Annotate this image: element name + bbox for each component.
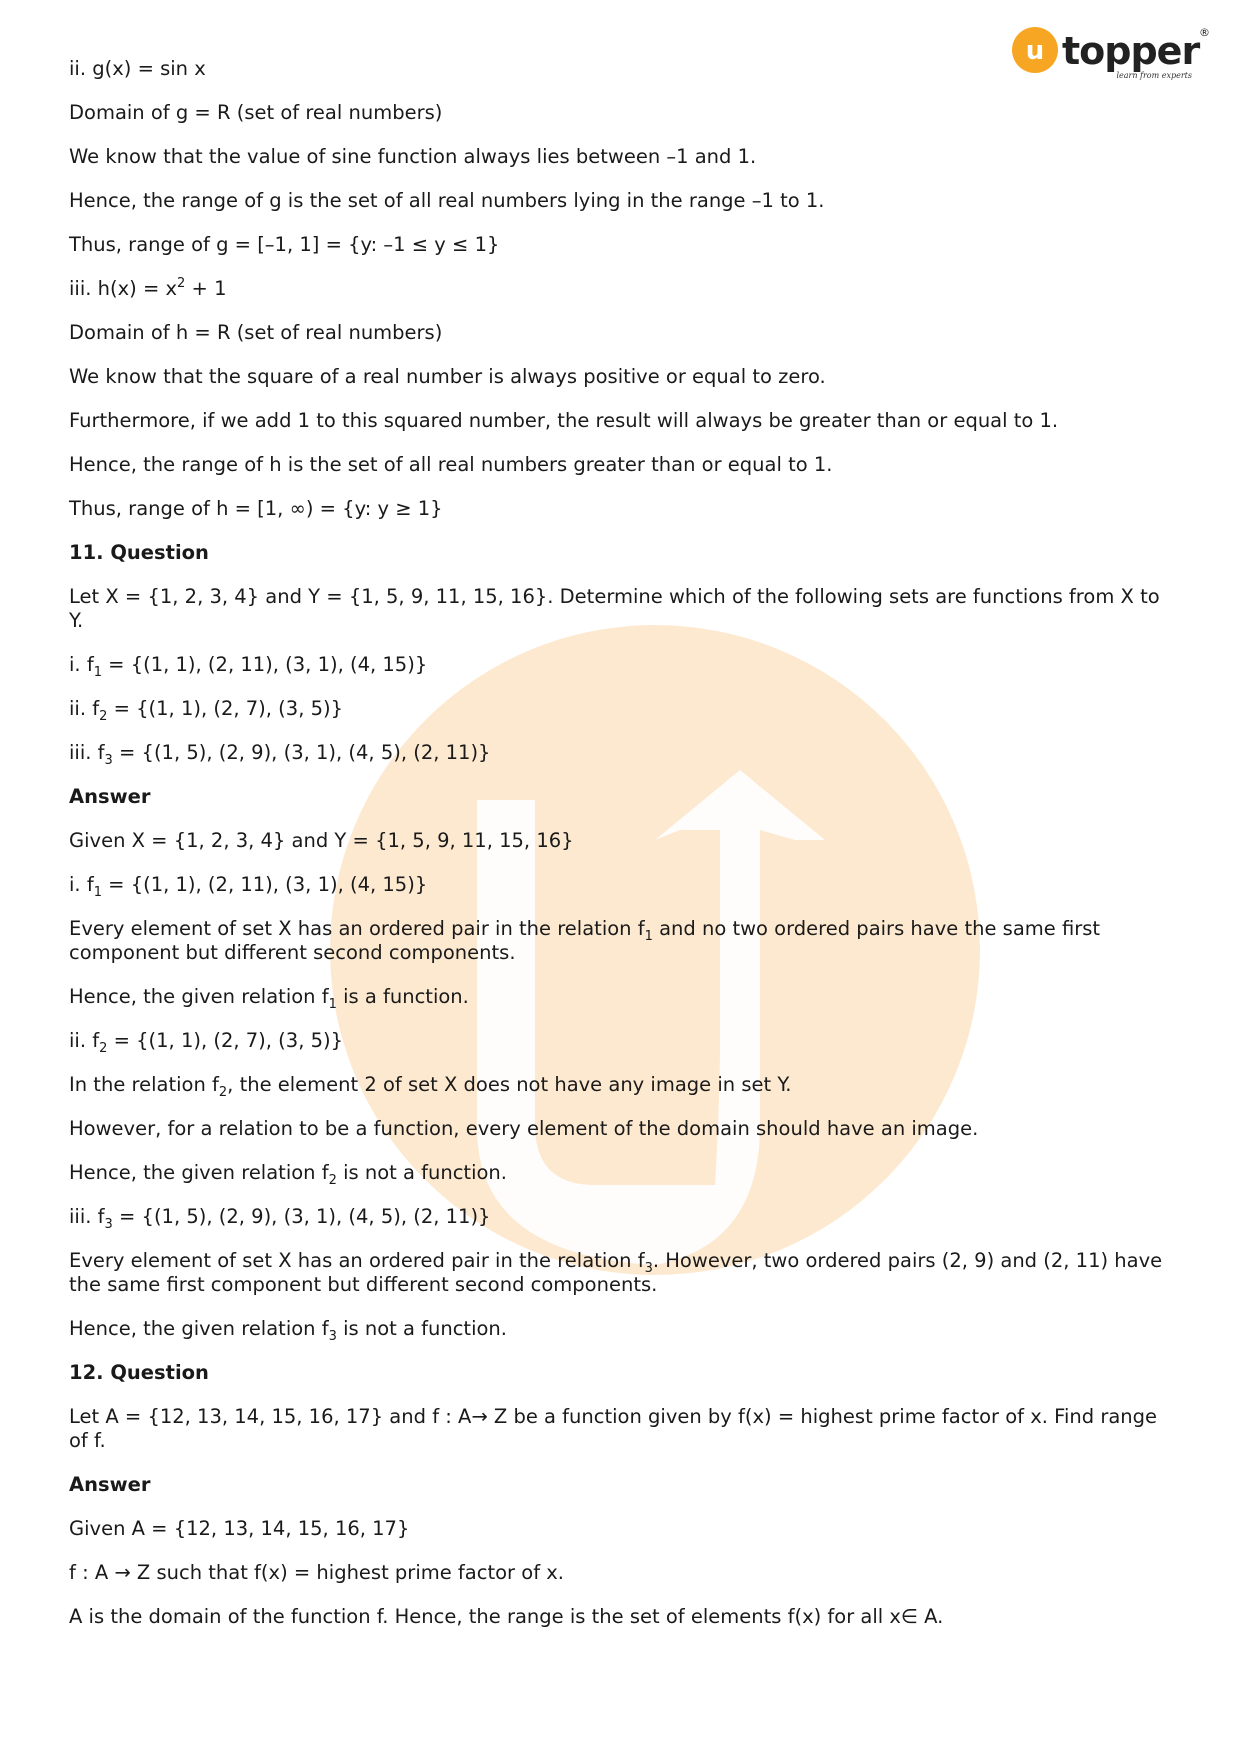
text-run: = {(1, 5), (2, 9), (3, 1), (4, 5), (2, 11)}	[112, 741, 491, 764]
subscript: 3	[104, 1217, 113, 1232]
text-line	[69, 585, 1179, 633]
text-run: Every element of set X has an ordered pair in the relation f	[69, 917, 645, 940]
text-line	[69, 145, 1179, 169]
subscript: 2	[218, 1085, 228, 1100]
text-run: i. f	[69, 873, 94, 896]
subscript: 2	[328, 1173, 337, 1188]
text-line	[69, 409, 1179, 433]
subscript: 1	[644, 929, 653, 944]
text-run: Hence, the given relation f	[69, 1317, 329, 1340]
text-run: Furthermore, if we add 1 to this squared number, the result will always be greater than or equal to 1.	[69, 409, 1059, 432]
text-run: = {(1, 5), (2, 9), (3, 1), (4, 5), (2, 11)}	[112, 1205, 491, 1228]
subscript: 2	[99, 709, 108, 724]
text-run: f : A → Z such that f(x) = highest prime factor of x.	[69, 1561, 564, 1584]
subscript: 1	[328, 997, 337, 1012]
subscript: 3	[104, 753, 113, 768]
text-run: A is the domain of the function f. Hence, the range is the set of elements f(x) for all x∈ A.	[69, 1605, 944, 1628]
text-run: Hence, the range of h is the set of all real numbers greater than or equal to 1.	[69, 453, 833, 476]
text-run: 12. Question	[69, 1361, 209, 1384]
text-run: In the relation f	[69, 1073, 219, 1096]
text-run: i. f	[69, 653, 94, 676]
text-line	[69, 1605, 1179, 1629]
section-heading	[69, 1361, 1179, 1385]
logo-tagline: learn from experts	[1116, 71, 1192, 80]
section-heading	[69, 1473, 1179, 1497]
text-line	[69, 1317, 1179, 1344]
text-run: Answer	[69, 1473, 151, 1496]
text-run: Every element of set X has an ordered pair in the relation f	[69, 1249, 645, 1272]
text-run: iii. f	[69, 1205, 105, 1228]
text-run: ii. f	[69, 1029, 100, 1052]
subscript: 1	[93, 665, 102, 680]
logo-brand: topper	[1062, 29, 1200, 73]
subscript: 2	[99, 1041, 108, 1056]
text-line	[69, 321, 1179, 345]
text-run: Given X = {1, 2, 3, 4} and Y = {1, 5, 9, 11, 15, 16}	[69, 829, 574, 852]
text-run: ii. g(x) = sin x	[69, 57, 206, 80]
text-line	[69, 1205, 1179, 1232]
text-run: Hence, the given relation f	[69, 1161, 329, 1184]
text-run: iii. h(x) = x	[69, 277, 178, 300]
text-run: Hence, the given relation f	[69, 985, 329, 1008]
text-line	[69, 653, 1179, 680]
text-line	[69, 873, 1179, 900]
section-heading	[69, 785, 1179, 809]
text-line	[69, 365, 1179, 389]
text-line	[69, 189, 1179, 213]
section-heading	[69, 541, 1179, 565]
text-run: is a function.	[336, 985, 469, 1008]
text-run: , the element 2 of set X does not have any image in set Y.	[227, 1073, 792, 1096]
subscript: 1	[93, 885, 102, 900]
text-run: ii. f	[69, 697, 100, 720]
text-run: Answer	[69, 785, 151, 808]
text-run: Thus, range of g = [–1, 1] = {y: –1 ≤ y ≤ 1}	[69, 233, 500, 256]
logo-registered: ®	[1199, 26, 1210, 39]
text-line	[69, 1029, 1179, 1056]
text-run: Let A = {12, 13, 14, 15, 16, 17} and f : A→ Z be a function given by f(x) = highest prime factor of x. Find range of f.	[69, 1405, 1158, 1452]
text-run: We know that the value of sine function always lies between –1 and 1.	[69, 145, 757, 168]
text-line	[69, 829, 1179, 853]
text-run: Let X = {1, 2, 3, 4} and Y = {1, 5, 9, 11, 15, 16}. Determine which of the following sets are functions from X to Y.	[69, 585, 1160, 632]
text-line	[69, 453, 1179, 477]
text-line	[69, 101, 1179, 125]
text-line	[69, 497, 1179, 521]
text-run: = {(1, 1), (2, 11), (3, 1), (4, 15)}	[101, 873, 428, 896]
text-line	[69, 233, 1179, 257]
text-line	[69, 1117, 1179, 1141]
text-line	[69, 1161, 1179, 1188]
text-line	[69, 277, 1179, 301]
text-run: Hence, the range of g is the set of all real numbers lying in the range –1 to 1.	[69, 189, 825, 212]
topper-logo	[1012, 24, 1212, 88]
text-line	[69, 917, 1179, 965]
text-line	[69, 1405, 1179, 1453]
text-run: is not a function.	[336, 1317, 507, 1340]
text-run: Given A = {12, 13, 14, 15, 16, 17}	[69, 1517, 410, 1540]
text-line	[69, 1249, 1179, 1297]
text-run: iii. f	[69, 741, 105, 764]
text-line	[69, 1517, 1179, 1541]
text-run: = {(1, 1), (2, 7), (3, 5)}	[107, 697, 344, 720]
text-run: We know that the square of a real number is always positive or equal to zero.	[69, 365, 826, 388]
text-run: Domain of g = R (set of real numbers)	[69, 101, 443, 124]
logo-mark: u	[1025, 36, 1045, 66]
topper-logo-graphic	[1012, 24, 1212, 88]
text-run: 11. Question	[69, 541, 209, 564]
text-run: and no two ordered pairs have the same first component but different second components.	[69, 917, 1101, 964]
text-run: is not a function.	[336, 1161, 507, 1184]
text-run: + 1	[185, 277, 227, 300]
text-run: Thus, range of h = [1, ∞) = {y: y ≥ 1}	[69, 497, 443, 520]
text-line	[69, 741, 1179, 768]
text-line	[69, 1073, 1179, 1100]
text-line	[69, 985, 1179, 1012]
text-run: . However, two ordered pairs (2, 9) and (2, 11) have the same first component but different second components.	[69, 1249, 1163, 1296]
document-body	[69, 57, 1179, 1649]
superscript: 2	[177, 276, 186, 291]
text-line	[69, 1561, 1179, 1585]
text-run: = {(1, 1), (2, 11), (3, 1), (4, 15)}	[101, 653, 428, 676]
text-run: However, for a relation to be a function, every element of the domain should have an image.	[69, 1117, 979, 1140]
text-run: = {(1, 1), (2, 7), (3, 5)}	[107, 1029, 344, 1052]
text-run: Domain of h = R (set of real numbers)	[69, 321, 443, 344]
text-line	[69, 697, 1179, 724]
subscript: 3	[644, 1261, 653, 1276]
subscript: 3	[328, 1329, 337, 1344]
